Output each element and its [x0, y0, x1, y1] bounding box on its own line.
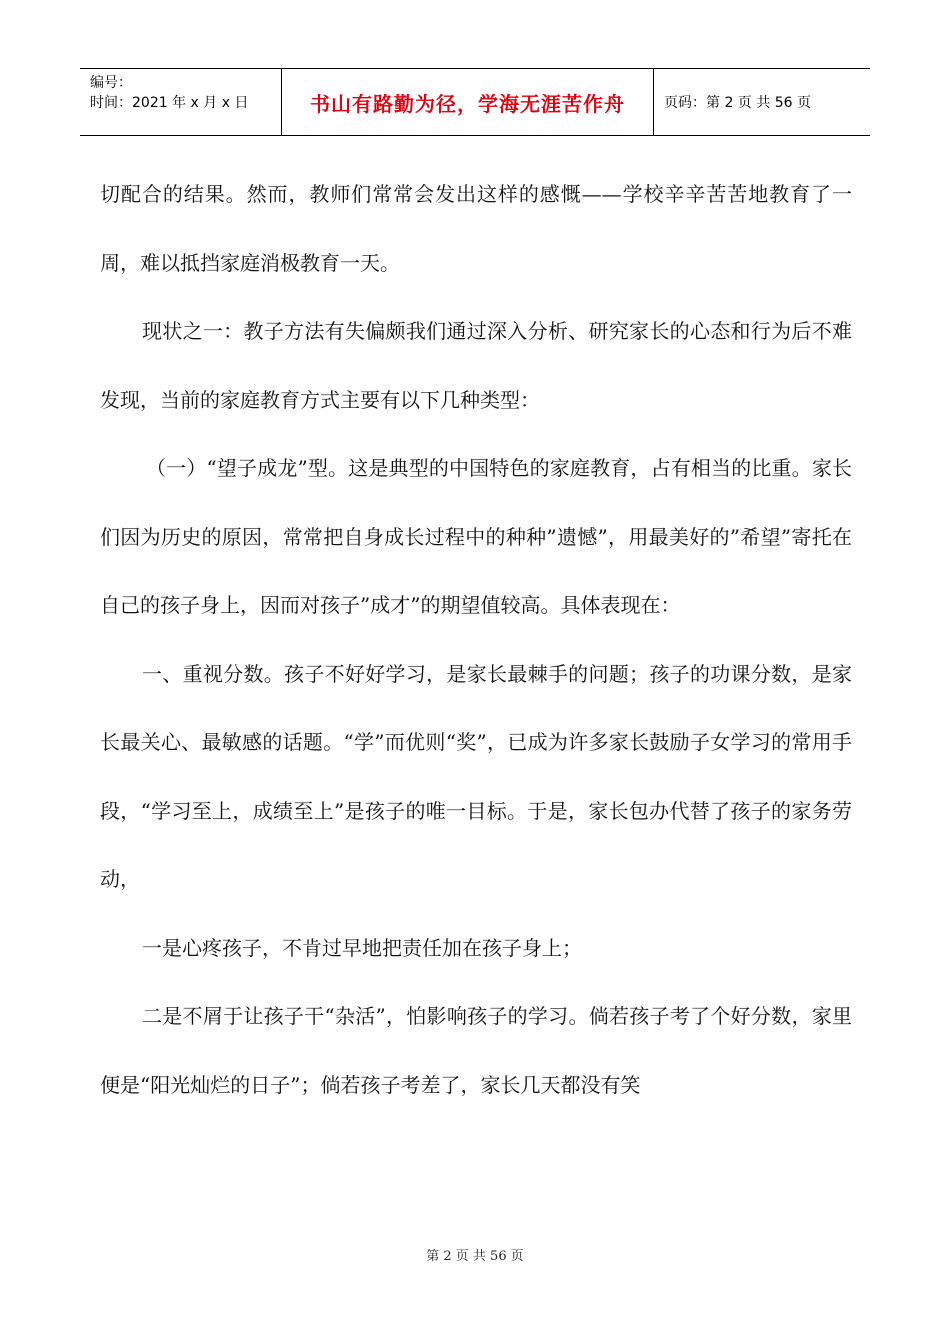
- document-body: [100, 160, 852, 1119]
- paragraph-6: 二是不屑于让孩子干“杂活”，怕影响孩子的学习。倘若孩子考了个好分数，家里便是“阳光灿烂的日子”；倘若孩子考差了，家长几天都没有笑: [100, 1004, 852, 1097]
- paragraph-5: 一是心疼孩子，不肯过早地把责任加在孩子身上；: [142, 935, 582, 960]
- paragraph-1: 切配合的结果。然而，教师们常常会发出这样的感慨——学校辛辛苦苦地教育了一周，难以抵挡家庭消极教育一天。: [100, 182, 852, 275]
- number-label: 编号：: [90, 75, 132, 91]
- paragraph-4: 一、重视分数。孩子不好好学习，是家长最棘手的问题；孩子的功课分数，是家长最关心、最敏感的话题。“学”而优则“奖”，已成为许多家长鼓励子女学习的常用手段，“学习至上，成绩至上”是孩子的唯一目标。于是，家长包办代替了孩子的家务劳动，: [100, 661, 852, 891]
- document-header: [80, 68, 870, 136]
- header-motto: 书山有路勤为径，学海无涯苦作舟: [282, 69, 654, 135]
- header-page-info: 页码：第 2 页 共 56 页: [664, 95, 811, 111]
- paragraph-3: （一）“望子成龙”型。这是典型的中国特色的家庭教育，占有相当的比重。家长们因为历史的原因，常常把自身成长过程中的种种”遗憾”，用最美好的”希望”寄托在自己的孩子身上，因而对孩子”成才”的期望值较高。具体表现在：: [100, 456, 852, 617]
- page-footer: 第 2 页 共 56 页: [426, 1249, 524, 1264]
- paragraph-2: 现状之一：教子方法有失偏颇我们通过深入分析、研究家长的心态和行为后不难发现，当前的家庭教育方式主要有以下几种类型：: [100, 319, 852, 412]
- date-label: 时间：2021 年 x 月 x 日: [90, 95, 249, 111]
- header-meta: [80, 69, 282, 135]
